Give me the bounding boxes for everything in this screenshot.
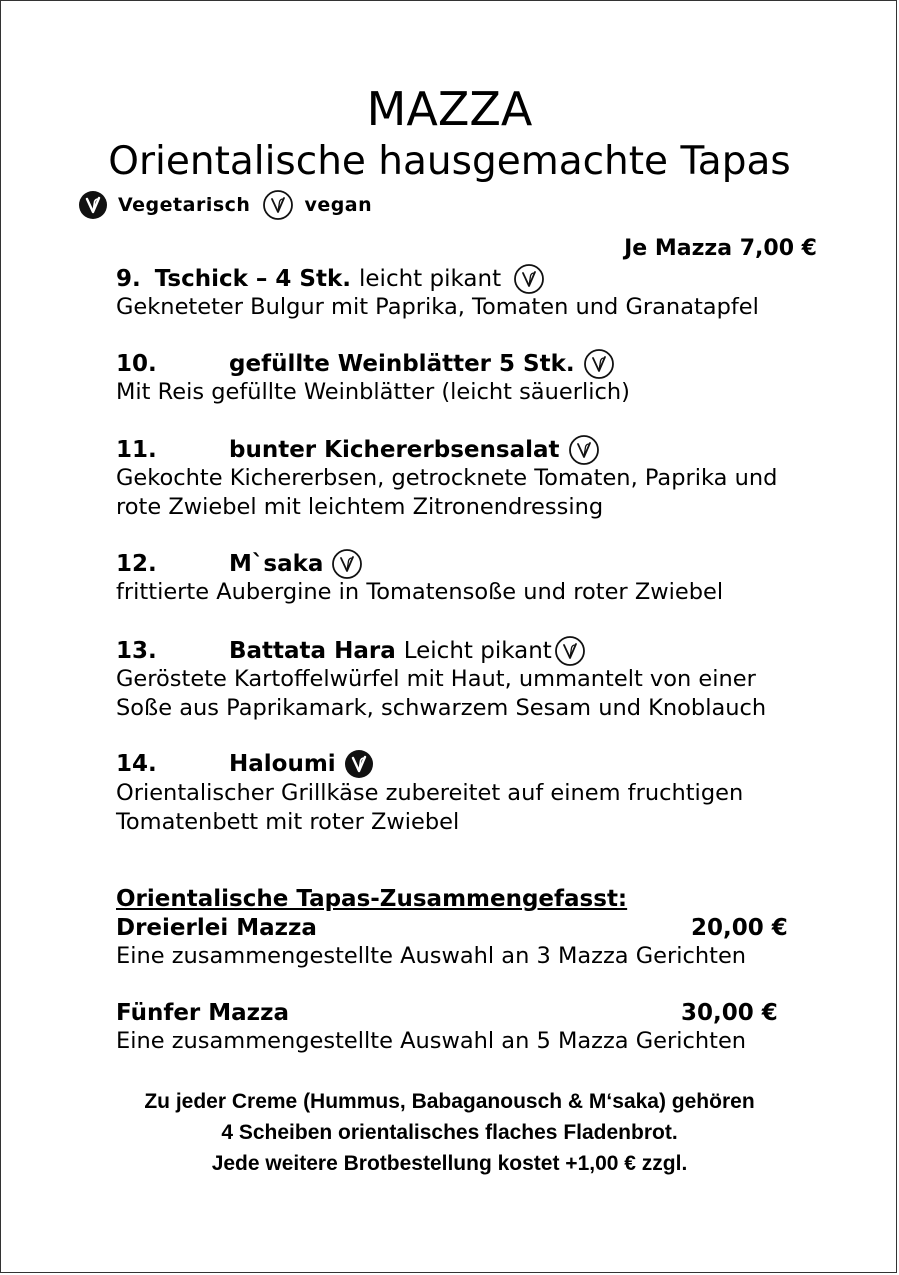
vegan-outline-icon [262,189,294,221]
vegan-label: vegan [304,194,373,216]
menu-item-description: Soße aus Paprikamark, schwarzem Sesam und Knoblauch [116,695,767,721]
bread-note-line: 4 Scheiben orientalisches flaches Fladenbrot. [221,1121,678,1144]
vegan-outline-icon [513,263,545,295]
diet-legend [78,188,384,222]
menu-item-number: 14. [116,751,157,777]
menu-item-heading [116,434,600,466]
price-per-mazza: Je Mazza 7,00 € [624,236,817,261]
menu-item-description: Orientalischer Grillkäse zubereitet auf einem fruchtigen [116,780,744,806]
menu-item-number: 12. [116,551,157,577]
bread-note-line: Jede weitere Brotbestellung kostet +1,00 € zzgl. [211,1152,688,1175]
menu-title: MAZZA [366,82,533,136]
vegetarian-filled-icon [344,749,374,779]
menu-item-number: 13. [116,638,157,664]
menu-item-name: Haloumi [229,751,336,777]
menu-item-description: frittierte Aubergine in Tomatensoße und roter Zwiebel [116,579,724,605]
combo-name: Fünfer Mazza [116,1000,289,1026]
menu-item-description: Mit Reis gefüllte Weinblätter (leicht säuerlich) [116,379,630,405]
menu-item-description: Tomatenbett mit roter Zwiebel [116,809,460,835]
menu-item-heading [116,263,545,295]
combo-name: Dreierlei Mazza [116,915,317,941]
vegetarian-filled-icon [78,190,108,220]
combo-description: Eine zusammengestellte Auswahl an 3 Mazza Gerichten [116,943,747,969]
menu-item-name: gefüllte Weinblätter 5 Stk. [229,351,575,377]
combo-description: Eine zusammengestellte Auswahl an 5 Mazza Gerichten [116,1028,747,1054]
menu-subtitle: Orientalische hausgemachte Tapas [108,139,791,184]
menu-item-number: 9. [116,266,141,292]
menu-item-name: bunter Kichererbsensalat [229,437,560,463]
vegan-outline-icon [331,548,363,580]
combo-price: 20,00 € [691,915,788,941]
menu-item-heading [116,348,615,380]
menu-item-heading [116,635,586,667]
vegan-outline-icon [568,434,600,466]
vegan-outline-icon [583,348,615,380]
menu-item-description: Gekneteter Bulgur mit Paprika, Tomaten und Granatapfel [116,294,759,320]
menu-item-description: rote Zwiebel mit leichtem Zitronendressing [116,494,604,520]
bread-note-line: Zu jeder Creme (Hummus, Babaganousch & M‘saka) gehören [144,1090,755,1113]
menu-item-name: Battata Hara [229,638,396,664]
menu-item-name: M`saka [229,551,324,577]
menu-item-heading [116,548,363,580]
menu-item-number: 11. [116,437,157,463]
menu-item-note: Leicht pikant [403,638,552,664]
menu-item-number: 10. [116,351,157,377]
menu-item-heading [116,749,374,779]
menu-item-note: leicht pikant [359,266,502,292]
combo-section-title: Orientalische Tapas-Zusammengefasst: [116,886,628,912]
menu-item-name: Tschick – 4 Stk. [154,266,352,292]
menu-item-description: Gekochte Kichererbsen, getrocknete Tomaten, Paprika und [116,465,778,491]
menu-item-description: Geröstete Kartoffelwürfel mit Haut, ummantelt von einer [116,666,756,692]
vegetarian-label: Vegetarisch [118,194,251,216]
bread-note [0,1086,899,1179]
vegan-outline-icon [554,635,586,667]
combo-price: 30,00 € [681,1000,778,1026]
